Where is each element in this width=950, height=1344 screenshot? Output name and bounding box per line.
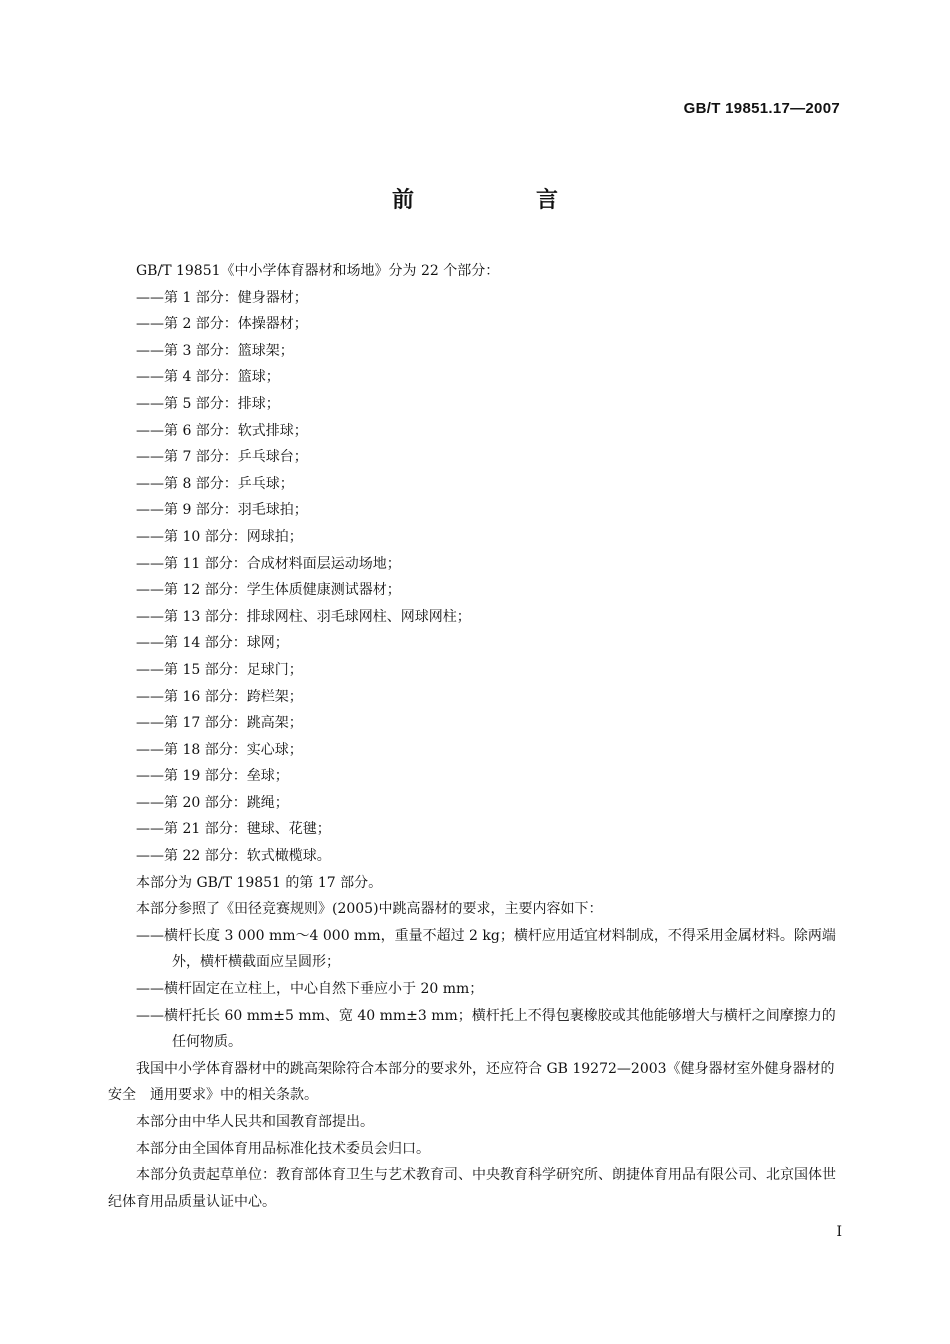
list-item: ——第 15 部分：足球门； bbox=[136, 661, 303, 678]
list-item: ——第 16 部分：跨栏架； bbox=[136, 688, 303, 705]
list-item: ——第 14 部分：球网； bbox=[136, 635, 289, 652]
list-item: ——第 10 部分：网球拍； bbox=[136, 528, 303, 545]
list-item: ——第 22 部分：软式橄榄球。 bbox=[136, 848, 331, 865]
list-item: ——第 12 部分：学生体质健康测试器材； bbox=[136, 582, 401, 599]
list-item: ——第 21 部分：毽球、花毽； bbox=[136, 821, 331, 838]
list-item: ——第 3 部分：篮球架； bbox=[136, 342, 294, 359]
list-item: ——第 7 部分：乒乓球台； bbox=[136, 449, 308, 466]
list-item: ——第 11 部分：合成材料面层运动场地； bbox=[136, 555, 401, 572]
foreword-body bbox=[108, 258, 842, 1215]
drafting-units: 本部分负责起草单位：教育部体育卫生与艺术教育司、中央教育科学研究所、朗捷体育用品有限公司、北京国体世纪体育用品质量认证中心。 bbox=[108, 1167, 836, 1210]
list-item: ——第 2 部分：体操器材； bbox=[136, 316, 308, 333]
list-item: ——横杆固定在立柱上，中心自然下垂应小于 20 mm； bbox=[136, 981, 484, 998]
parts-list bbox=[108, 285, 842, 870]
standard-code: GB/T 19851.17—2007 bbox=[683, 100, 840, 117]
list-item: ——第 6 部分：软式排球； bbox=[136, 422, 308, 439]
list-item: ——横杆托长 60 mm±5 mm、宽 40 mm±3 mm；横杆托上不得包裹橡胶或其他能够增大与横杆之间摩擦力的任何物质。 bbox=[136, 1007, 836, 1051]
list-item: ——第 1 部分：健身器材； bbox=[136, 289, 308, 306]
list-item: ——第 4 部分：篮球； bbox=[136, 369, 280, 386]
this-part-statement: 本部分为 GB/T 19851 的第 17 部分。 bbox=[136, 874, 383, 891]
list-item: ——第 17 部分：跳高架； bbox=[136, 715, 303, 732]
requirements-list bbox=[108, 923, 842, 1056]
list-item: ——第 5 部分：排球； bbox=[136, 395, 280, 412]
list-item: ——第 8 部分：乒乓球； bbox=[136, 475, 294, 492]
compliance-paragraph: 我国中小学体育器材中的跳高架除符合本部分的要求外，还应符合 GB 19272—2003《健身器材室外健身器材的安全 通用要求》中的相关条款。 bbox=[108, 1060, 835, 1104]
list-item: ——第 13 部分：排球网柱、羽毛球网柱、网球网柱； bbox=[136, 608, 471, 625]
list-item: ——第 20 部分：跳绳； bbox=[136, 794, 289, 811]
list-item: ——第 19 部分：垒球； bbox=[136, 768, 289, 785]
intro-text: GB/T 19851《中小学体育器材和场地》分为 22 个部分： bbox=[136, 263, 500, 279]
list-item: ——第 18 部分：实心球； bbox=[136, 741, 303, 758]
proposed-by: 本部分由中华人民共和国教育部提出。 bbox=[136, 1114, 374, 1130]
reference-statement: 本部分参照了《田径竞赛规则》(2005)中跳高器材的要求，主要内容如下： bbox=[136, 901, 603, 918]
managed-by: 本部分由全国体育用品标准化技术委员会归口。 bbox=[136, 1140, 430, 1157]
page-number: I bbox=[836, 1224, 842, 1240]
list-item: ——第 9 部分：羽毛球拍； bbox=[136, 502, 308, 519]
list-item: ——横杆长度 3 000 mm～4 000 mm，重量不超过 2 kg；横杆应用适宜材料制成，不得采用金属材料。除两端外，横杆横截面应呈圆形； bbox=[136, 927, 836, 971]
page-title: 前 言 bbox=[391, 188, 608, 213]
